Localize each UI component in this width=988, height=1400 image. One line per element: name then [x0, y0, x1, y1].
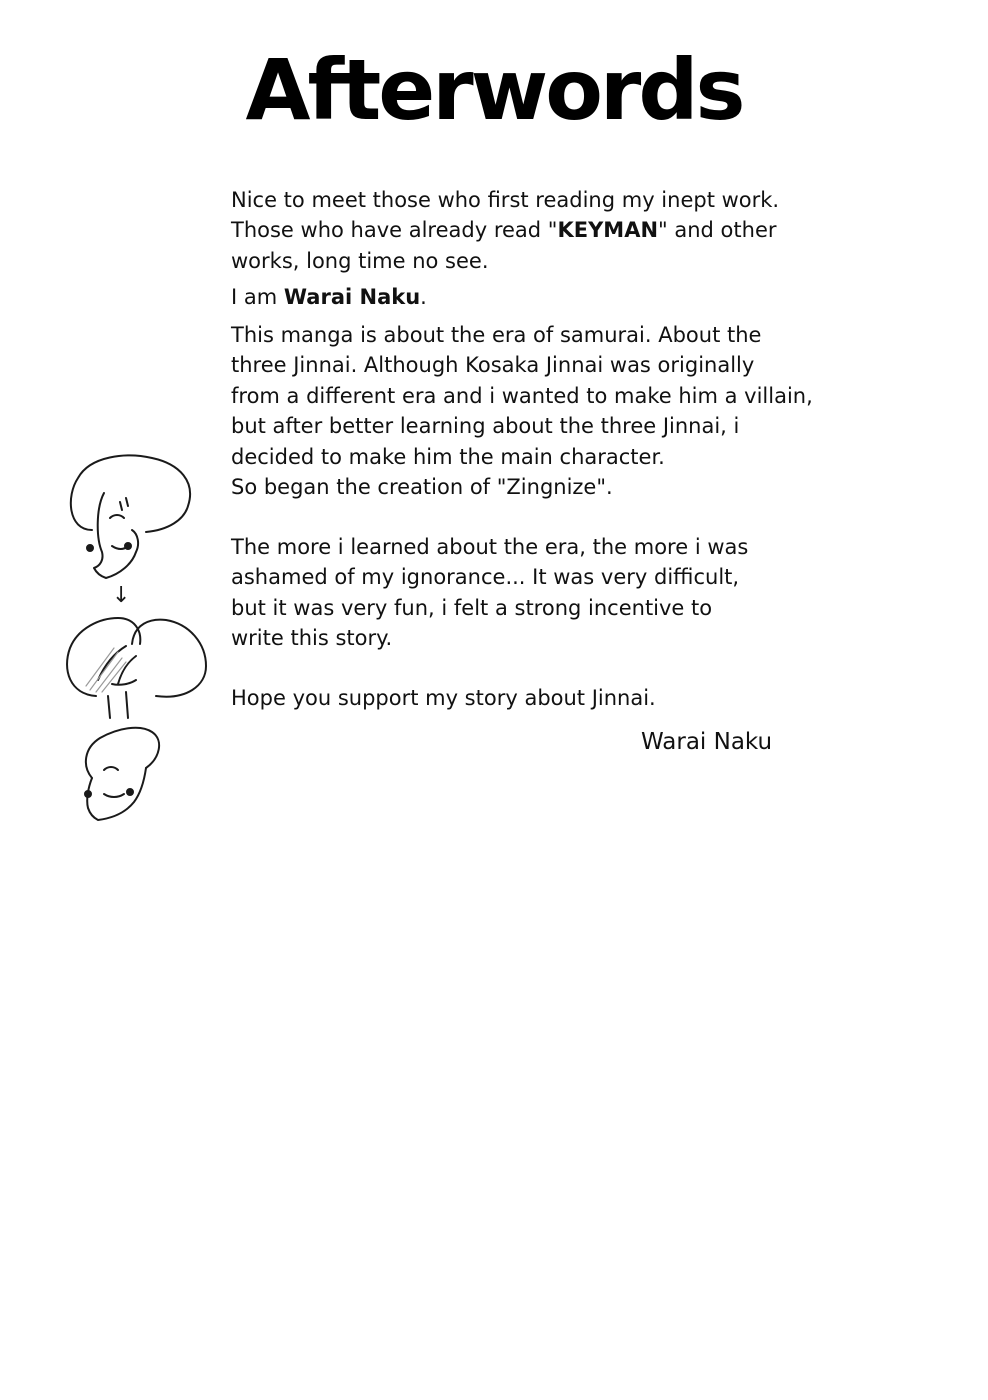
- reflection-paragraph: [231, 532, 831, 654]
- reflection-line: ashamed of my ignorance... It was very difficult,: [231, 565, 740, 590]
- left-hair-lobe: [67, 618, 140, 696]
- story-line: So began the creation of "Zingnize".: [231, 475, 613, 500]
- right-hair-lobe: [132, 620, 206, 697]
- signature: Warai Naku: [641, 729, 773, 755]
- author-intro-end: .: [420, 285, 427, 309]
- earring-3: [85, 791, 91, 797]
- face-outline-1: [94, 493, 138, 578]
- reflection-line: but it was very fun, i felt a strong incentive to: [231, 595, 713, 620]
- story-line: but after better learning about the three Jinnai, i: [231, 414, 740, 439]
- reflection-line: The more i learned about the era, the more i was: [231, 535, 749, 559]
- story-paragraph: [231, 320, 831, 502]
- face-features-3: [104, 767, 124, 797]
- intro-line-3: works, long time no see.: [231, 248, 489, 273]
- author-hair-sketch: [56, 448, 216, 828]
- intro-paragraph: [231, 185, 831, 276]
- story-line: from a different era and i wanted to make him a villain,: [231, 383, 813, 408]
- intro-line-1: Nice to meet those who first reading my inept work.: [231, 188, 780, 212]
- story-line: decided to make him the main character.: [231, 444, 665, 469]
- story-line: three Jinnai. Although Kosaka Jinnai was originally: [231, 353, 755, 378]
- afro-head-drawing: [71, 455, 190, 578]
- arrow-icon: ↓: [112, 583, 131, 608]
- intro-line-2-start: Those who have already read ": [231, 218, 558, 243]
- earring-1: [87, 545, 93, 551]
- skull-outline: [86, 728, 159, 778]
- intro-line-2-end: " and other: [658, 218, 777, 243]
- author-intro-line: [231, 282, 831, 312]
- author-name: Warai Naku: [283, 285, 421, 309]
- bald-head-drawing: [85, 728, 159, 820]
- keyman-title: KEYMAN: [557, 218, 659, 243]
- story-line: This manga is about the era of samurai. About the: [231, 323, 762, 347]
- closing-line: Hope you support my story about Jinnai.: [231, 686, 656, 710]
- neck-lines: [108, 680, 136, 718]
- author-intro-start: I am: [231, 285, 284, 309]
- earring-2: [125, 543, 131, 549]
- face-outline-3: [87, 768, 146, 820]
- intro-line-2: [231, 215, 831, 245]
- author-intro-paragraph: [231, 282, 831, 312]
- reflection-line: write this story.: [231, 626, 393, 651]
- page-title: Afterwords: [245, 41, 743, 139]
- split-hair-drawing: [67, 618, 206, 718]
- earring-4: [127, 789, 133, 795]
- afro-hair-shape: [71, 455, 190, 532]
- face-features-1: [110, 498, 128, 549]
- closing-paragraph: [231, 683, 831, 713]
